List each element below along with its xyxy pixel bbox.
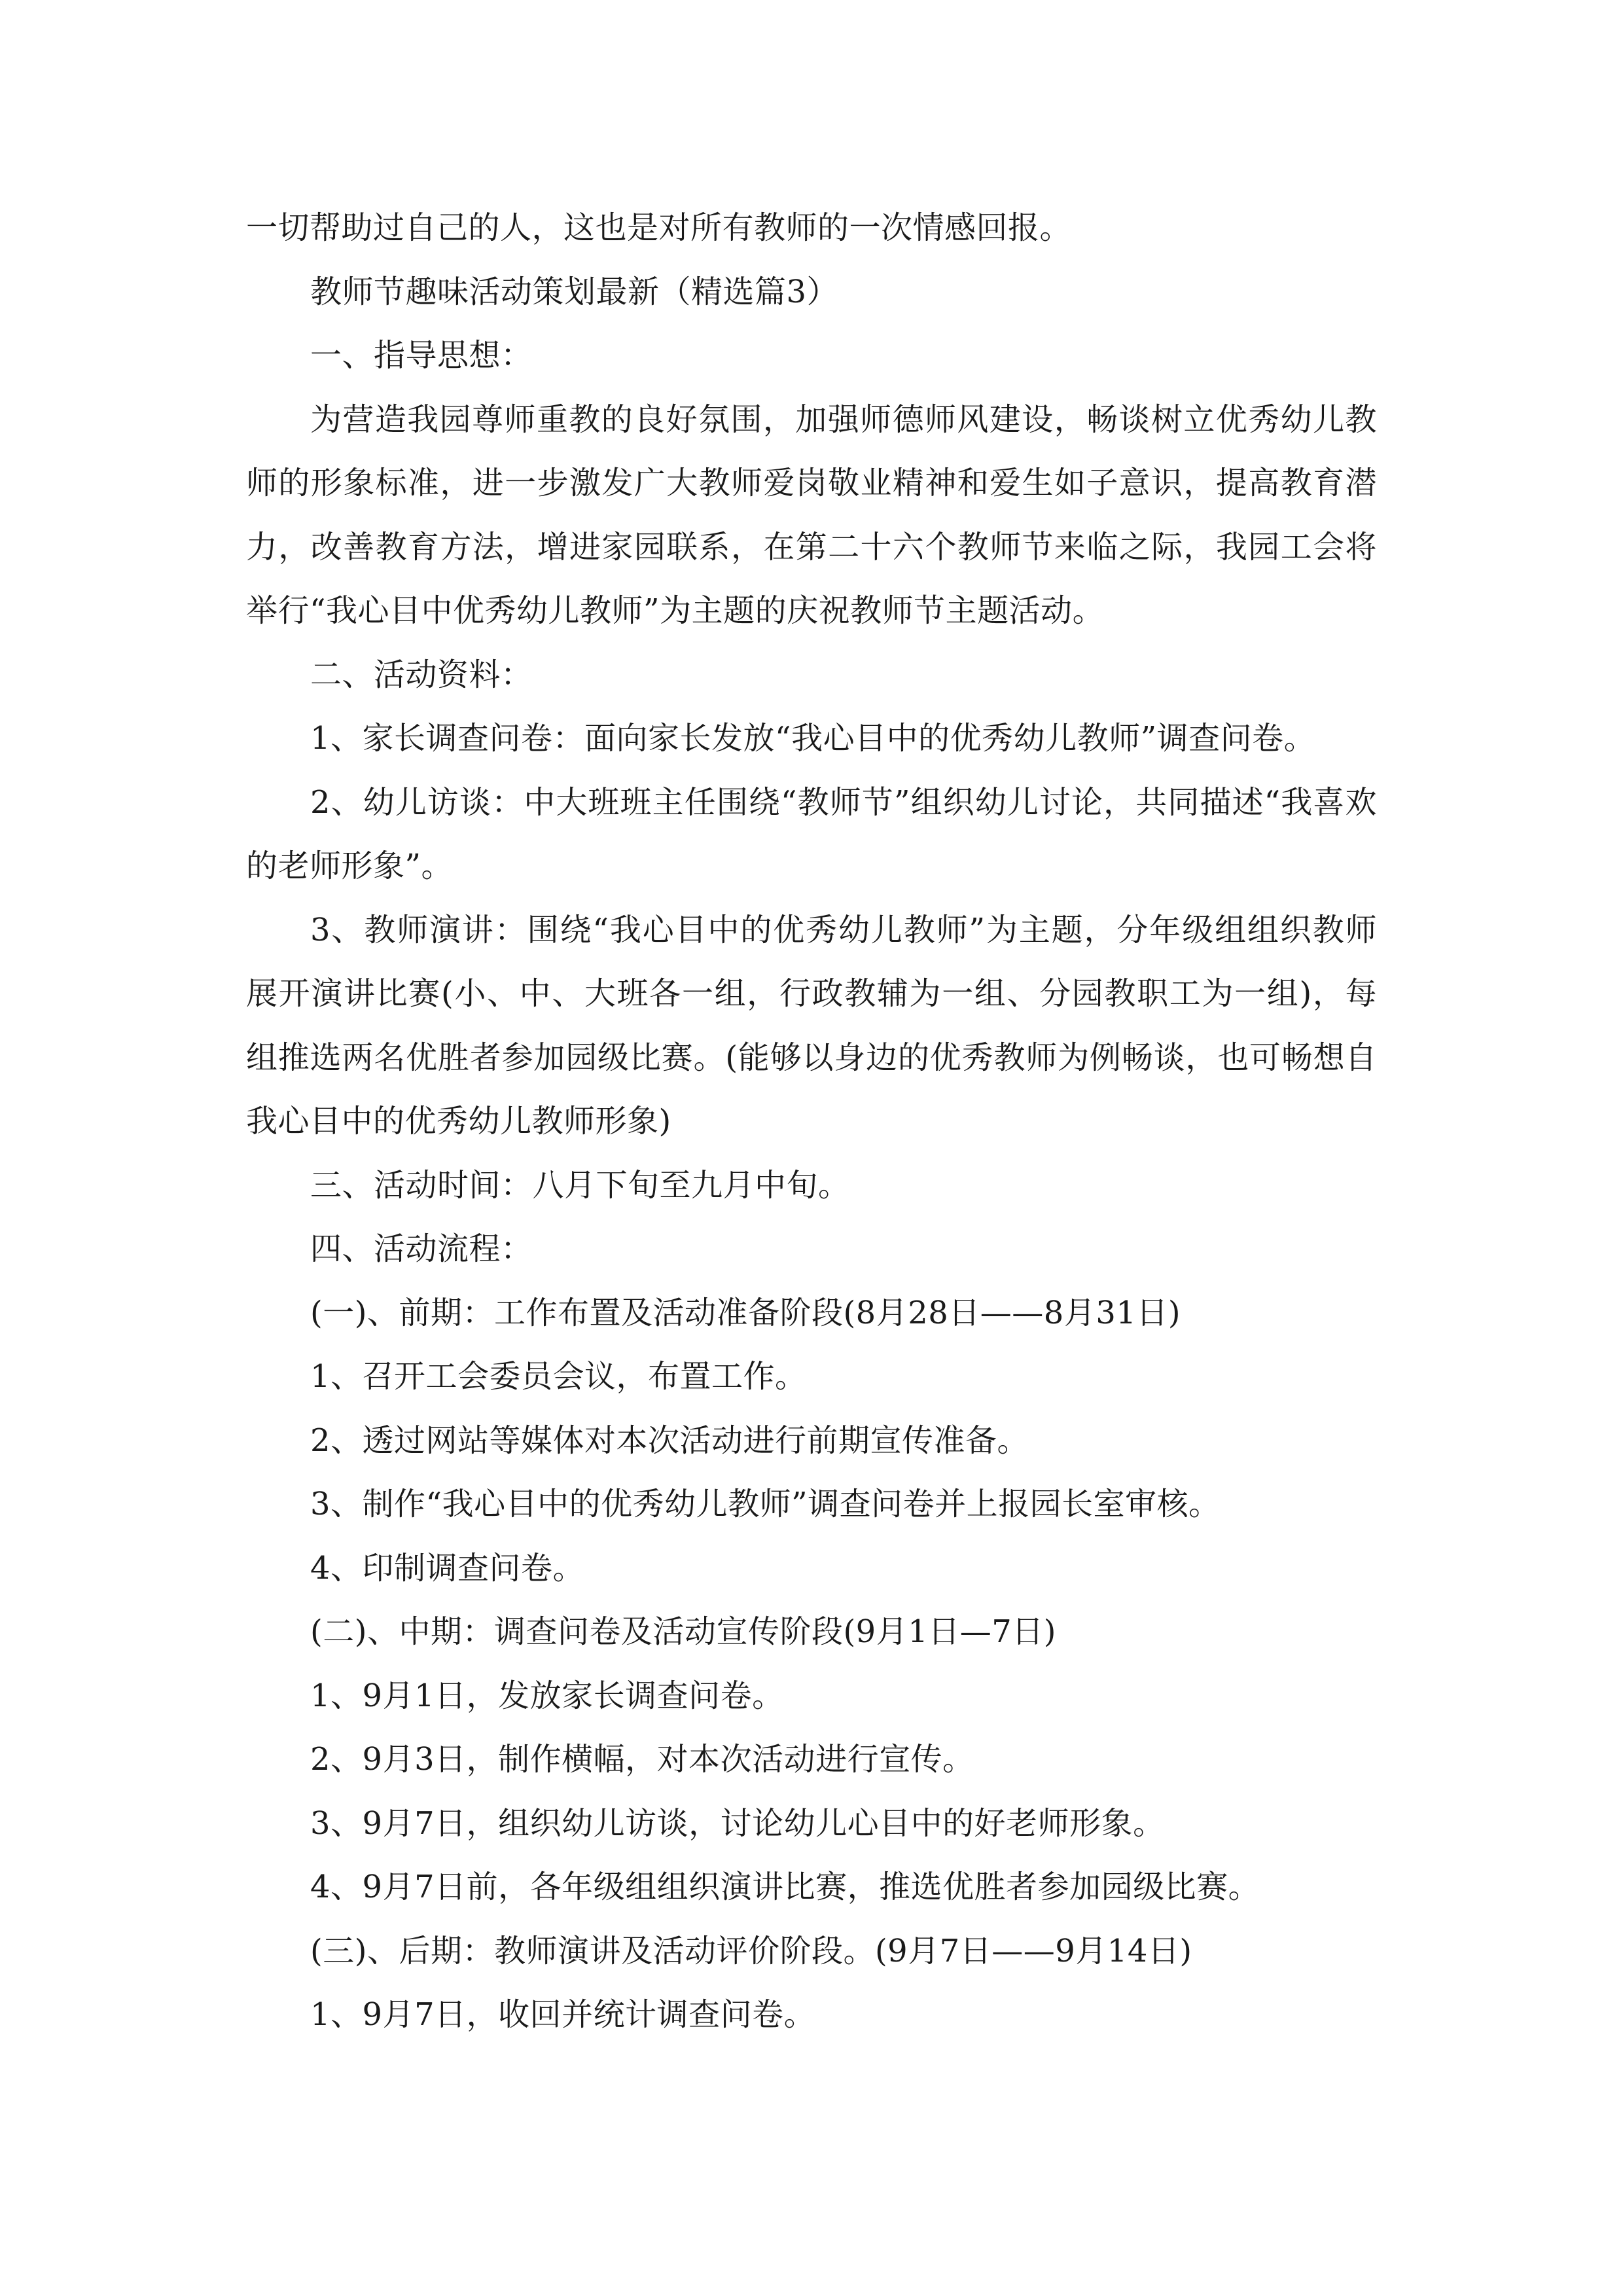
list-item: 2、幼儿访谈：中大班班主任围绕“教师节”组织幼儿讨论，共同描述“我喜欢的老师形象”。 — [246, 783, 1377, 884]
list-item: 3、教师演讲：围绕“我心目中的优秀幼儿教师”为主题，分年级组组织教师展开演讲比赛(小、中、大班各一组，行政教辅为一组、分园教职工为一组)，每组推选两名优胜者参加园级比赛。(能够以身边的优秀教师为例畅谈，也可畅想自我心目中的优秀幼儿教师形象) — [246, 911, 1377, 1139]
heading-activity-process: 四、活动流程： — [310, 1230, 533, 1267]
list-item: 4、印制调查问卷。 — [310, 1549, 585, 1587]
list-item: 2、透过网站等媒体对本次活动进行前期宣传准备。 — [310, 1422, 1029, 1459]
list-item: 3、9月7日，组织幼儿访谈，讨论幼儿心目中的好老师形象。 — [310, 1804, 1165, 1842]
subheading-early-stage: (一)、前期：工作布置及活动准备阶段(8月28日——8月31日) — [310, 1294, 1181, 1331]
heading-activity-time: 三、活动时间：八月下旬至九月中旬。 — [310, 1166, 850, 1204]
list-item: 2、9月3日，制作横幅，对本次活动进行宣传。 — [310, 1741, 974, 1778]
list-item: 1、家长调查问卷：面向家长发放“我心目中的优秀幼儿教师”调查问卷。 — [310, 720, 1316, 757]
heading-guiding-idea: 一、指导思想： — [310, 337, 533, 374]
list-item: 1、9月1日，发放家长调查问卷。 — [310, 1677, 784, 1714]
document-body — [246, 196, 1377, 2047]
subheading-middle-stage: (二)、中期：调查问卷及活动宣传阶段(9月1日—7日) — [310, 1613, 1057, 1650]
list-item: 1、9月7日，收回并统计调查问卷。 — [310, 1996, 816, 2033]
subheading-late-stage: (三)、后期：教师演讲及活动评价阶段。(9月7日——9月14日) — [310, 1932, 1192, 1969]
heading-activity-materials: 二、活动资料： — [310, 656, 533, 693]
list-item: 1、召开工会委员会议，布置工作。 — [310, 1358, 807, 1395]
section-title: 教师节趣味活动策划最新（精选篇3） — [310, 273, 839, 310]
list-item: 4、9月7日前，各年级组组织演讲比赛，推选优胜者参加园级比赛。 — [310, 1869, 1260, 1905]
paragraph-continuation: 一切帮助过自己的人，这也是对所有教师的一次情感回报。 — [246, 209, 1072, 246]
list-item: 3、制作“我心目中的优秀幼儿教师”调查问卷并上报园长室审核。 — [310, 1486, 1221, 1522]
paragraph-guiding-idea: 为营造我园尊师重教的良好氛围，加强师德师风建设，畅谈树立优秀幼儿教师的形象标准，进一步激发广大教师爱岗敬业精神和爱生如子意识，提高教育潜力，改善教育方法，增进家园联系，在第二十六个教师节来临之际，我园工会将举行“我心目中优秀幼儿教师”为主题的庆祝教师节主题活动。 — [246, 401, 1377, 629]
